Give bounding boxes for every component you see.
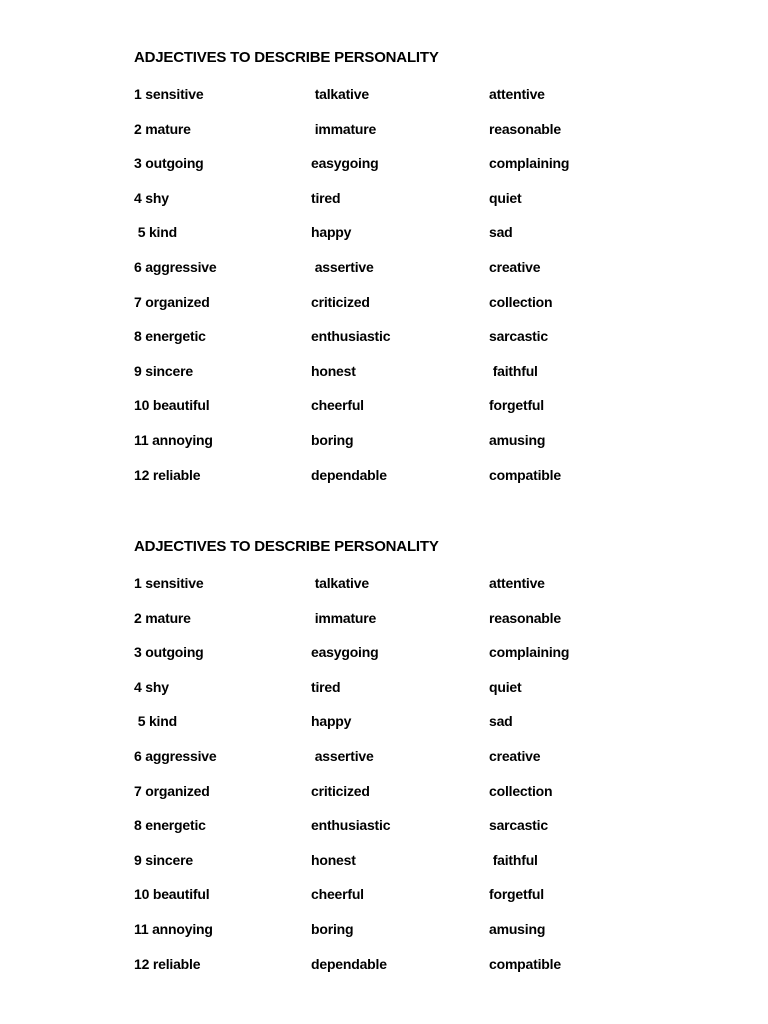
adjective-row <box>134 955 654 990</box>
adjective-word: assertive <box>311 258 374 275</box>
adjective-word: 3 outgoing <box>134 155 204 172</box>
adjective-word: 10 beautiful <box>134 397 210 414</box>
adjective-word: happy <box>311 713 352 730</box>
adjective-word: cheerful <box>311 886 364 903</box>
adjective-word: quiet <box>489 189 522 206</box>
adjective-row <box>134 189 654 224</box>
adjective-word: assertive <box>311 747 374 764</box>
adjective-word: quiet <box>489 678 522 695</box>
adjective-row <box>134 643 654 678</box>
adjective-word: 12 reliable <box>134 466 201 483</box>
adjective-word: complaining <box>489 155 570 172</box>
adjective-word: cheerful <box>311 397 364 414</box>
adjective-row <box>134 851 654 886</box>
adjective-word: 8 energetic <box>134 328 206 345</box>
adjective-word: 1 sensitive <box>134 86 204 102</box>
adjective-word: complaining <box>489 644 570 661</box>
adjective-word: honest <box>311 851 356 868</box>
adjective-word: criticized <box>311 293 370 310</box>
adjective-row <box>134 574 654 609</box>
adjective-word: immature <box>311 609 377 626</box>
adjective-row <box>134 362 654 397</box>
adjective-word: amusing <box>489 431 546 448</box>
adjective-word: enthusiastic <box>311 817 391 834</box>
adjective-word: easygoing <box>311 155 379 172</box>
adjective-row <box>134 747 654 782</box>
adjective-word: 7 organized <box>134 782 210 799</box>
adjective-row <box>134 920 654 955</box>
adjective-word: criticized <box>311 782 370 799</box>
adjective-word: 9 sincere <box>134 362 193 379</box>
adjective-word: 10 beautiful <box>134 886 210 903</box>
adjective-word: 2 mature <box>134 609 191 626</box>
adjective-row <box>134 885 654 920</box>
adjective-word: dependable <box>311 955 387 972</box>
adjective-row <box>134 154 654 189</box>
adjective-word: 4 shy <box>134 678 169 695</box>
adjective-word: reasonable <box>489 609 561 626</box>
adjective-word: collection <box>489 293 553 310</box>
adjective-word: 2 mature <box>134 120 191 137</box>
adjective-word: talkative <box>311 86 369 102</box>
adjective-word: sarcastic <box>489 328 548 345</box>
adjective-word: forgetful <box>489 886 544 903</box>
adjective-word: forgetful <box>489 397 544 414</box>
adjective-word: talkative <box>311 575 369 591</box>
adjective-word: compatible <box>489 466 561 483</box>
adjective-word: creative <box>489 747 541 764</box>
adjective-row <box>134 327 654 362</box>
adjective-word: easygoing <box>311 644 379 661</box>
adjective-word: collection <box>489 782 553 799</box>
adjective-word: dependable <box>311 466 387 483</box>
adjective-row <box>134 293 654 328</box>
adjective-row <box>134 431 654 466</box>
adjective-row <box>134 712 654 747</box>
adjective-word: boring <box>311 920 354 937</box>
adjective-row <box>134 609 654 644</box>
section-title: ADJECTIVES TO DESCRIBE PERSONALITY <box>134 49 439 66</box>
adjective-word: boring <box>311 431 354 448</box>
adjective-word: happy <box>311 224 352 241</box>
adjective-word: amusing <box>489 920 546 937</box>
adjective-row <box>134 816 654 851</box>
adjective-row <box>134 782 654 817</box>
adjective-word: tired <box>311 678 341 695</box>
adjective-word: honest <box>311 362 356 379</box>
adjective-rows <box>134 574 654 989</box>
adjective-list-section <box>134 538 654 989</box>
adjective-word: 4 shy <box>134 189 169 206</box>
adjective-word: 6 aggressive <box>134 258 217 275</box>
adjective-word: 5 kind <box>134 224 177 241</box>
adjective-word: 3 outgoing <box>134 644 204 661</box>
adjective-word: sad <box>489 713 513 730</box>
adjective-word: 11 annoying <box>134 431 213 448</box>
adjective-word: 8 energetic <box>134 817 206 834</box>
adjective-word: creative <box>489 258 541 275</box>
adjective-word: attentive <box>489 575 545 591</box>
adjective-word: faithful <box>489 851 538 868</box>
adjective-word: compatible <box>489 955 561 972</box>
adjective-row <box>134 396 654 431</box>
adjective-word: enthusiastic <box>311 328 391 345</box>
adjective-row <box>134 120 654 155</box>
adjective-word: sarcastic <box>489 817 548 834</box>
adjective-word: immature <box>311 120 377 137</box>
adjective-word: 11 annoying <box>134 920 213 937</box>
adjective-row <box>134 85 654 120</box>
adjective-word: 9 sincere <box>134 851 193 868</box>
adjective-rows <box>134 85 654 500</box>
adjective-row <box>134 258 654 293</box>
adjective-word: tired <box>311 189 341 206</box>
adjective-word: attentive <box>489 86 545 102</box>
section-title: ADJECTIVES TO DESCRIBE PERSONALITY <box>134 538 439 555</box>
adjective-word: 1 sensitive <box>134 575 204 591</box>
adjective-word: 12 reliable <box>134 955 201 972</box>
adjective-word: 5 kind <box>134 713 177 730</box>
adjective-row <box>134 678 654 713</box>
adjective-word: sad <box>489 224 513 241</box>
adjective-word: 6 aggressive <box>134 747 217 764</box>
adjective-word: faithful <box>489 362 538 379</box>
adjective-row <box>134 466 654 501</box>
adjective-word: reasonable <box>489 120 561 137</box>
adjective-row <box>134 223 654 258</box>
adjective-word: 7 organized <box>134 293 210 310</box>
adjective-list-section <box>134 49 654 500</box>
